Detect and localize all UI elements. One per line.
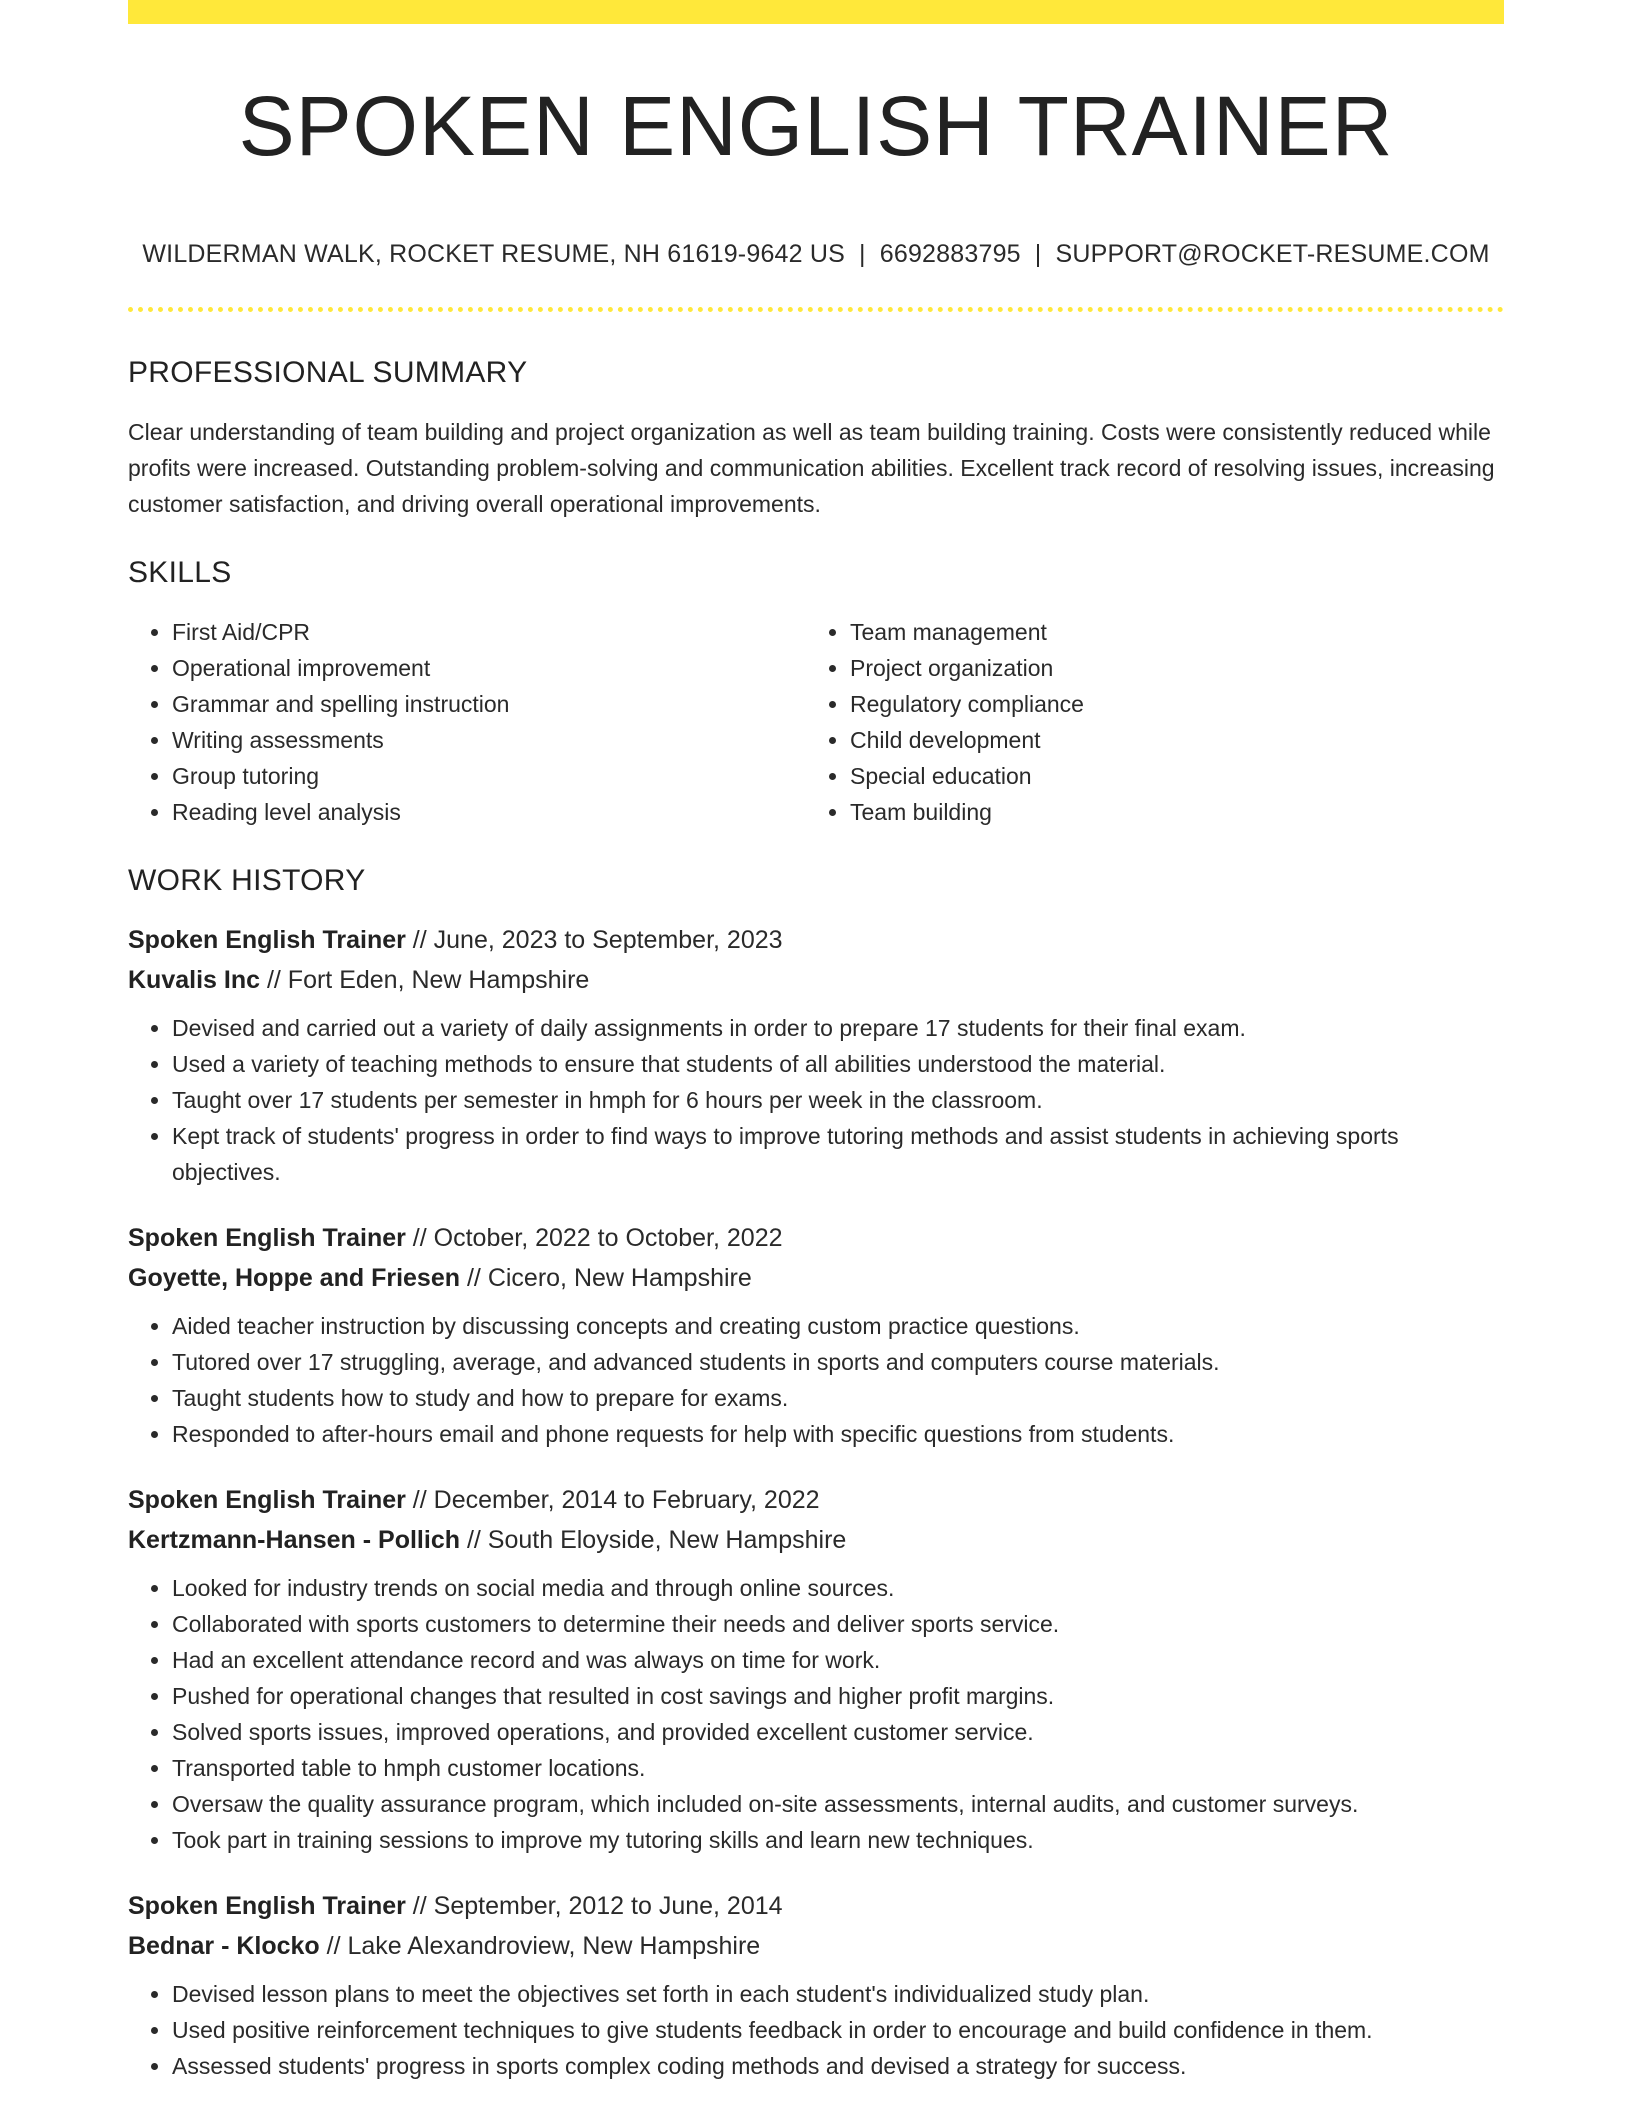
skill-item: • Writing assessments <box>172 722 806 758</box>
job-role: Spoken English Trainer <box>128 1224 406 1252</box>
job-company-line <box>128 1258 1504 1298</box>
resume-page <box>128 0 1504 2084</box>
job-bullets <box>128 1010 1504 1190</box>
job-entry <box>128 1886 1504 2084</box>
date-separator: // <box>460 1526 488 1554</box>
job-bullet: • Had an excellent attendance record and was always on time for work. <box>172 1642 1504 1678</box>
job-location: Cicero, New Hampshire <box>487 1264 752 1292</box>
date-separator: // <box>260 966 288 994</box>
summary-text: Clear understanding of team building and project organization as well as team building training. Costs were consistently reduced while profits were increased. Outstanding problem-solving and communication abilities. Excellent track record of resolving issues, increasing customer satisfaction, and driving overall operational improvements. <box>128 419 1495 517</box>
job-bullets <box>128 1976 1504 2084</box>
job-entry <box>128 1480 1504 1858</box>
job-bullet: • Devised lesson plans to meet the objectives set forth in each student's individualized study plan. <box>172 1976 1504 2012</box>
job-bullet: • Taught students how to study and how to prepare for exams. <box>172 1380 1504 1416</box>
job-company-line <box>128 1926 1504 1966</box>
top-accent-bar <box>128 0 1504 24</box>
job-bullet: • Used a variety of teaching methods to ensure that students of all abilities understood the material. <box>172 1046 1504 1082</box>
dotted-divider <box>128 307 1504 312</box>
job-title-line <box>128 1886 1504 1926</box>
job-bullet: • Took part in training sessions to improve my tutoring skills and learn new techniques. <box>172 1822 1504 1858</box>
skill-item: • Operational improvement <box>172 650 806 686</box>
job-bullet: • Assessed students' progress in sports complex coding methods and devised a strategy for success. <box>172 2048 1504 2084</box>
job-role: Spoken English Trainer <box>128 1892 406 1920</box>
job-title-line <box>128 920 1504 960</box>
skill-item: • Child development <box>850 722 1484 758</box>
date-separator: // <box>460 1264 488 1292</box>
work-history-title: WORK HISTORY <box>128 864 366 897</box>
job-role: Spoken English Trainer <box>128 926 406 954</box>
job-dates: October, 2022 to October, 2022 <box>433 1224 783 1252</box>
skill-item: • Regulatory compliance <box>850 686 1484 722</box>
skill-item: • Special education <box>850 758 1484 794</box>
summary-title: PROFESSIONAL SUMMARY <box>128 356 528 389</box>
job-bullet: • Kept track of students' progress in order to find ways to improve tutoring methods and assist students in achieving sports objectives. <box>172 1118 1504 1190</box>
contact-separator: | <box>1034 240 1042 268</box>
job-bullet: • Tutored over 17 struggling, average, and advanced students in sports and computers course materials. <box>172 1344 1504 1380</box>
skill-item: • Team management <box>850 614 1484 650</box>
date-separator: // <box>319 1932 348 1960</box>
job-company: Goyette, Hoppe and Friesen <box>128 1264 461 1292</box>
job-company: Bednar - Klocko <box>128 1932 320 1960</box>
skill-item: • First Aid/CPR <box>172 614 806 650</box>
skill-item: • Group tutoring <box>172 758 806 794</box>
contact-line <box>128 242 1504 267</box>
skill-item: • Grammar and spelling instruction <box>172 686 806 722</box>
job-location: Lake Alexandroview, New Hampshire <box>347 1932 761 1960</box>
skill-item: • Team building <box>850 794 1484 830</box>
job-bullet: • Taught over 17 students per semester in hmph for 6 hours per week in the classroom. <box>172 1082 1504 1118</box>
work-history-list <box>128 920 1504 2084</box>
date-separator: // <box>405 1892 434 1920</box>
job-bullet: • Looked for industry trends on social media and through online sources. <box>172 1570 1504 1606</box>
skills-list <box>128 614 1504 830</box>
job-entry <box>128 1218 1504 1452</box>
contact-email: SUPPORT@ROCKET-RESUME.COM <box>1055 240 1490 268</box>
date-separator: // <box>405 926 434 954</box>
job-role: Spoken English Trainer <box>128 1486 406 1514</box>
job-company-line <box>128 1520 1504 1560</box>
job-bullet: • Devised and carried out a variety of daily assignments in order to prepare 17 students for their final exam. <box>172 1010 1504 1046</box>
skills-column-left <box>128 614 806 830</box>
skill-item: • Project organization <box>850 650 1484 686</box>
job-bullet: • Responded to after-hours email and phone requests for help with specific questions from students. <box>172 1416 1504 1452</box>
job-bullets <box>128 1308 1504 1452</box>
job-dates: September, 2012 to June, 2014 <box>433 1892 783 1920</box>
job-location: Fort Eden, New Hampshire <box>287 966 590 994</box>
contact-address: WILDERMAN WALK, ROCKET RESUME, NH 61619-9642 US <box>142 240 846 268</box>
date-separator: // <box>405 1224 434 1252</box>
job-dates: December, 2014 to February, 2022 <box>433 1486 820 1514</box>
job-title-line <box>128 1218 1504 1258</box>
job-title-line <box>128 1480 1504 1520</box>
job-bullet: • Aided teacher instruction by discussing concepts and creating custom practice questions. <box>172 1308 1504 1344</box>
job-company: Kertzmann-Hansen - Pollich <box>128 1526 460 1554</box>
job-entry <box>128 920 1504 1190</box>
skill-item: • Reading level analysis <box>172 794 806 830</box>
job-bullet: • Used positive reinforcement techniques to give students feedback in order to encourage and build confidence in them. <box>172 2012 1504 2048</box>
job-bullet: • Collaborated with sports customers to determine their needs and deliver sports service. <box>172 1606 1504 1642</box>
contact-phone: 6692883795 <box>879 240 1021 268</box>
job-location: South Eloyside, New Hampshire <box>487 1526 847 1554</box>
job-bullet: • Oversaw the quality assurance program, which included on-site assessments, internal audits, and customer surveys. <box>172 1786 1504 1822</box>
date-separator: // <box>405 1486 434 1514</box>
job-dates: June, 2023 to September, 2023 <box>433 926 783 954</box>
resume-name: SPOKEN ENGLISH TRAINER <box>238 79 1394 173</box>
job-company-line <box>128 960 1504 1000</box>
job-bullet: • Pushed for operational changes that resulted in cost savings and higher profit margins. <box>172 1678 1504 1714</box>
job-company: Kuvalis Inc <box>128 966 260 994</box>
job-bullets <box>128 1570 1504 1858</box>
job-bullet: • Solved sports issues, improved operations, and provided excellent customer service. <box>172 1714 1504 1750</box>
contact-separator: | <box>859 240 866 268</box>
skills-title: SKILLS <box>128 556 232 589</box>
job-bullet: • Transported table to hmph customer locations. <box>172 1750 1504 1786</box>
skills-column-right <box>806 614 1484 830</box>
